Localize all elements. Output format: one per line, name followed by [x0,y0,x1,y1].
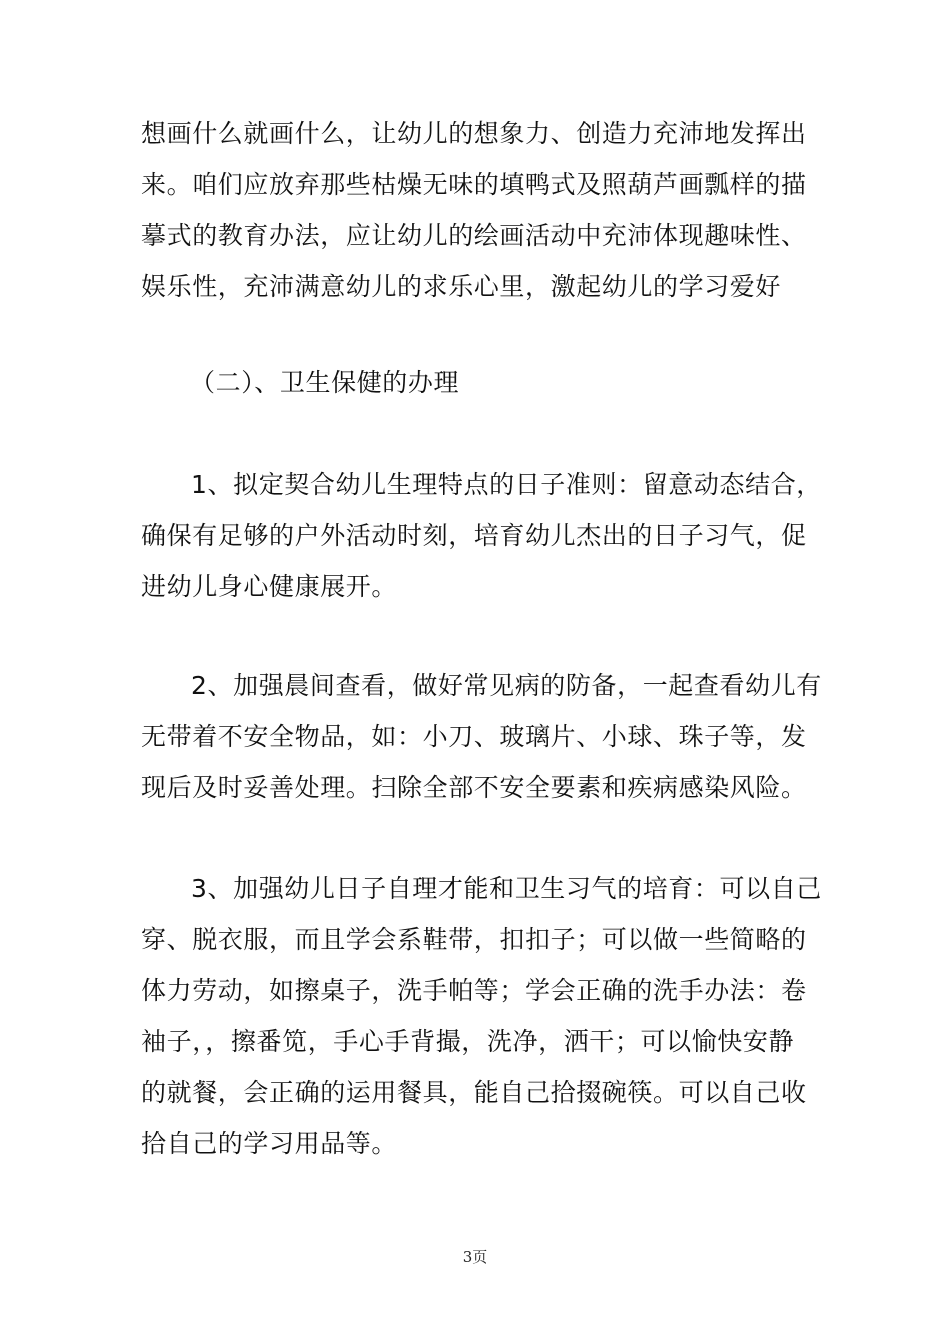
paragraph-line: 袖子，，擦番笕，手心手背撮，洗净，洒干；可以愉快安静 [141,1027,795,1056]
paragraph-item-1 [141,459,822,612]
paragraph-line: 想画什么就画什么，让幼儿的想象力、创造力充沛地发挥出 [141,119,807,148]
paragraph-line: 体力劳动，如擦桌子，洗手帕等；学会正确的洗手办法：卷 [141,976,807,1005]
paragraph-line: 摹式的教育办法，应让幼儿的绘画活动中充沛体现趣味性、 [141,221,807,250]
paragraph-item-2 [141,660,822,813]
paragraph-line: 穿、脱衣服，而且学会系鞋带，扣扣子；可以做一些简略的 [141,925,807,954]
paragraph-line: 来。咱们应放弃那些枯燥无味的填鸭式及照葫芦画瓢样的描 [141,170,807,199]
paragraph-line: 拾自己的学习用品等。 [141,1129,398,1158]
paragraph-line: 现后及时妥善处理。扫除全部不安全要素和疾病感染风险。 [141,773,807,802]
section-heading-health-care: （二）、卫生保健的办理 [190,368,460,397]
paragraph-item-3 [141,863,822,1169]
paragraph-line: 无带着不安全物品，如：小刀、玻璃片、小球、珠子等，发 [141,722,807,751]
paragraph-line: 娱乐性，充沛满意幼儿的求乐心里，激起幼儿的学习爱好 [141,272,782,301]
paragraph-line: 确保有足够的户外活动时刻，培育幼儿杰出的日子习气，促 [141,521,807,550]
paragraph-line: 1、拟定契合幼儿生理特点的日子准则：留意动态结合， [191,470,822,499]
paragraph-line: 3、加强幼儿日子自理才能和卫生习气的培育：可以自己 [191,874,822,903]
paragraph-drawing-activity [141,108,813,312]
paragraph-line: 的就餐，会正确的运用餐具，能自己拾掇碗筷。可以自己收 [141,1078,807,1107]
paragraph-line: 2、加强晨间查看，做好常见病的防备，一起查看幼儿有 [191,671,822,700]
page-number-footer: 3页 [462,1248,488,1266]
paragraph-line: 进幼儿身心健康展开。 [141,572,398,601]
